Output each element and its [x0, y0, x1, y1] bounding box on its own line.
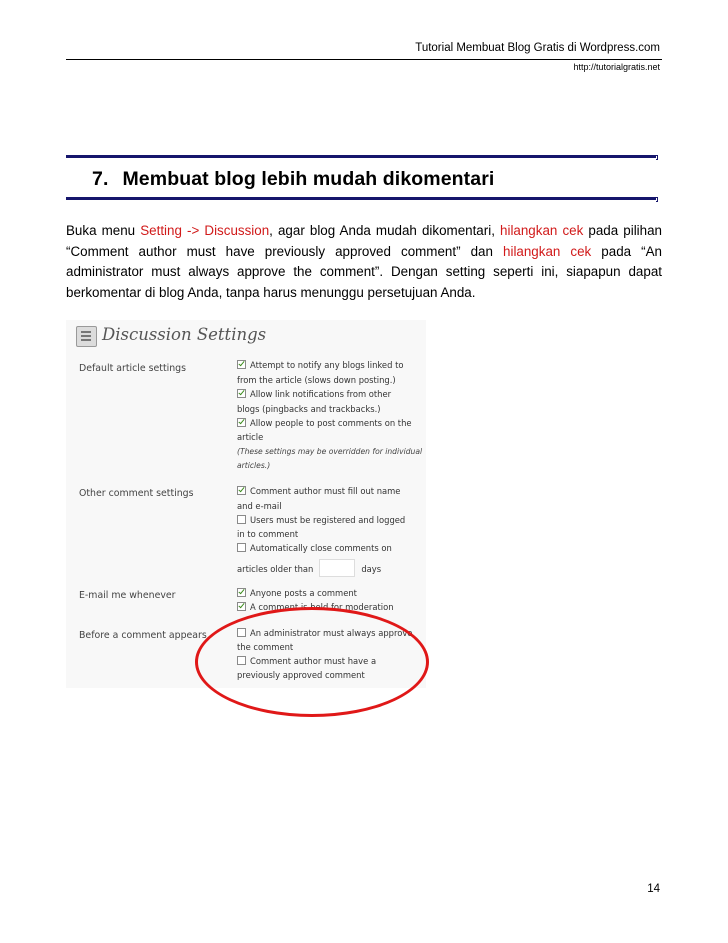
uncheck-highlight-2: hilangkan cek [503, 243, 592, 259]
uncheck-highlight-1: hilangkan cek [500, 223, 584, 238]
option-auto-close-days: articles older than days [237, 559, 381, 577]
option-text: in to comment [237, 529, 299, 539]
option-text: blogs (pingbacks and trackbacks.) [237, 404, 381, 414]
option-note: articles.) [237, 461, 271, 470]
para-text-3: pada pilihan “Comment author must have previously approved comment” dan [66, 223, 663, 259]
checkbox-checked-icon[interactable] [237, 418, 246, 427]
section-heading [92, 168, 494, 191]
option-admin-approve[interactable]: An administrator must always approve [237, 628, 412, 638]
header-title: Tutorial Membuat Blog Gratis di Wordpress.com [415, 42, 660, 54]
section-bar-bottom [66, 197, 656, 200]
section-title: Membuat blog lebih mudah dikomentari [122, 168, 495, 190]
section-bar-top [66, 155, 656, 158]
days-input[interactable] [319, 559, 355, 577]
option-text: from the article (slows down posting.) [237, 375, 396, 385]
checkbox-unchecked-icon[interactable] [237, 543, 246, 552]
option-author-fill[interactable]: Comment author must fill out name [237, 486, 400, 496]
para-text-2: , agar blog Anda mudah dikomentari, [269, 223, 501, 238]
checkbox-checked-icon[interactable] [237, 360, 246, 369]
header-rule [66, 59, 662, 60]
label-default-article: Default article settings [79, 363, 187, 374]
body-paragraph [66, 221, 662, 303]
option-auto-close[interactable]: Automatically close comments on [237, 543, 392, 553]
checkbox-unchecked-icon[interactable] [237, 515, 246, 524]
option-text: the comment [237, 642, 294, 652]
option-anyone-posts[interactable]: Anyone posts a comment [237, 588, 357, 598]
option-text: article [237, 432, 264, 442]
checkbox-checked-icon[interactable] [237, 486, 246, 495]
option-text: and e-mail [237, 501, 282, 511]
checkbox-checked-icon[interactable] [237, 389, 246, 398]
menu-path-highlight: Setting -> Discussion [140, 223, 270, 238]
option-registered[interactable]: Users must be registered and logged [237, 515, 405, 525]
label-before-comment: Before a comment appears [79, 630, 207, 641]
screenshot-title: Discussion Settings [102, 325, 267, 344]
para-text-4: pada “An administrator must always approve the comment”. Dengan setting seperti ini, siapapun dapat berkomentar di blog Anda, tanpa harus menunggu persetujuan Anda. [66, 243, 662, 300]
checkbox-checked-icon[interactable] [237, 602, 246, 611]
option-note: (These settings may be overridden for individual [237, 447, 423, 456]
label-other-comment: Other comment settings [79, 488, 194, 499]
page-number: 14 [647, 883, 660, 895]
option-allow-comments[interactable]: Allow people to post comments on the [237, 418, 412, 428]
option-notify[interactable]: Attempt to notify any blogs linked to [237, 360, 403, 370]
option-text: previously approved comment [237, 670, 365, 680]
label-email-me: E-mail me whenever [79, 590, 176, 601]
red-highlight-ellipse [195, 607, 429, 717]
header-url: http://tutorialgratis.net [573, 62, 660, 72]
option-prev-approved[interactable]: Comment author must have a [237, 656, 376, 666]
checkbox-checked-icon[interactable] [237, 588, 246, 597]
option-allow-link[interactable]: Allow link notifications from other [237, 389, 391, 399]
option-held-moderation[interactable]: A comment is held for moderation [237, 602, 394, 612]
section-number: 7. [92, 168, 109, 190]
settings-icon [76, 326, 97, 347]
para-text-1: Buka menu [66, 223, 141, 238]
